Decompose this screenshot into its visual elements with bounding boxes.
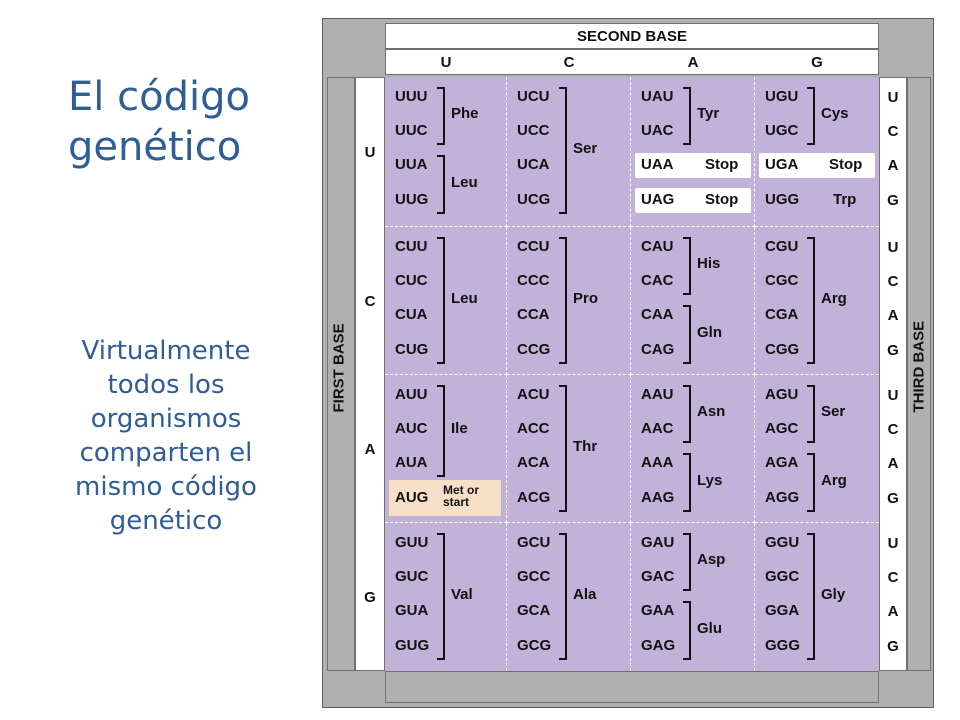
second-base-u: U — [440, 53, 452, 71]
second-base-c: C — [563, 53, 575, 71]
codon-label: UUU — [395, 88, 428, 105]
codon-label: AAC — [641, 420, 674, 437]
third-base-g: G — [887, 341, 899, 359]
third-base-u: U — [887, 386, 899, 404]
codon-label: UGU — [765, 88, 799, 105]
codon-label: ACG — [517, 489, 551, 506]
codon-label: AUA — [395, 454, 428, 471]
codon-label: GAU — [641, 534, 675, 551]
codon-bracket — [683, 533, 691, 591]
third-base-u: U — [887, 88, 899, 106]
codon-label: AGG — [765, 489, 800, 506]
amino-acid-label: Leu — [451, 173, 478, 191]
amino-acid-label: Arg — [821, 289, 847, 307]
codon-label: UAC — [641, 122, 674, 139]
codon-label: CAU — [641, 238, 674, 255]
codon-label: ACU — [517, 386, 550, 403]
third-base-u: U — [887, 534, 899, 552]
slide-title: El código genético — [68, 74, 250, 170]
first-base-c: C — [364, 292, 376, 310]
codon-bracket — [807, 453, 815, 512]
third-base-c: C — [887, 122, 899, 140]
codon-label: GGC — [765, 568, 800, 585]
third-base-c: C — [887, 568, 899, 586]
codon-cell — [755, 375, 879, 523]
codon-label: UCU — [517, 88, 550, 105]
amino-acid-label: Trp — [833, 191, 857, 208]
start-label: Met or start — [443, 483, 479, 509]
amino-acid-label: Val — [451, 585, 473, 603]
third-base-a: A — [887, 454, 899, 472]
codon-cell — [631, 523, 755, 671]
codon-label: GCA — [517, 602, 551, 619]
codon-cell — [755, 77, 879, 227]
slide-body-text: Virtualmente todos los organismos comparten el mismo código genético — [75, 336, 257, 536]
codon-label: UUA — [395, 156, 428, 173]
codon-label: GAC — [641, 568, 675, 585]
codon-label: ACA — [517, 454, 550, 471]
codon-bracket — [807, 87, 815, 145]
codon-bracket — [559, 533, 567, 660]
codon-label: UAG — [641, 191, 675, 208]
codon-cell — [385, 375, 507, 523]
second-base-g: G — [811, 53, 823, 71]
amino-acid-label: His — [697, 255, 721, 272]
amino-acid-label: Arg — [821, 471, 847, 489]
codon-bracket — [559, 87, 567, 214]
codon-label: AUU — [395, 386, 428, 403]
amino-acid-label: Leu — [451, 289, 478, 307]
codon-bracket — [807, 237, 815, 364]
amino-acid-label: Lys — [697, 471, 723, 489]
codon-label: AAU — [641, 386, 674, 403]
codon-label: AAG — [641, 489, 675, 506]
codon-label: UCC — [517, 122, 550, 139]
amino-acid-label: Tyr — [697, 105, 720, 122]
codon-label: CGC — [765, 272, 799, 289]
codon-cell — [755, 227, 879, 375]
codon-label: CUC — [395, 272, 428, 289]
codon-label: CCA — [517, 306, 550, 323]
codon-label: ACC — [517, 420, 550, 437]
amino-acid-label: Glu — [697, 619, 722, 637]
first-base-a: A — [364, 440, 376, 458]
codon-label: GCC — [517, 568, 551, 585]
codon-bracket — [683, 601, 691, 660]
first-base-u: U — [364, 143, 376, 161]
codon-label: CAG — [641, 341, 675, 358]
third-base-a: A — [887, 602, 899, 620]
codon-label: AUG — [395, 489, 429, 506]
amino-acid-label: Phe — [451, 105, 479, 122]
codon-label: CAA — [641, 306, 674, 323]
codon-label: CCC — [517, 272, 550, 289]
codon-label: CUA — [395, 306, 428, 323]
codon-label: AGA — [765, 454, 799, 471]
amino-acid-label: Ile — [451, 420, 468, 437]
codon-bracket — [683, 305, 691, 364]
codon-label: CGG — [765, 341, 800, 358]
codon-cell — [755, 523, 879, 671]
codon-label: UGA — [765, 156, 799, 173]
codon-label: UAA — [641, 156, 674, 173]
codon-cell — [631, 77, 755, 227]
codon-label: GUU — [395, 534, 429, 551]
codon-bracket — [437, 87, 445, 145]
codon-label: GCU — [517, 534, 551, 551]
third-base-g: G — [887, 637, 899, 655]
bottom-frame-bar — [385, 671, 879, 703]
codon-label: GUC — [395, 568, 429, 585]
codon-label: CAC — [641, 272, 674, 289]
codon-bracket — [437, 237, 445, 364]
codon-label: CGA — [765, 306, 799, 323]
codon-cell — [507, 523, 631, 671]
codon-cell — [631, 227, 755, 375]
codon-label: CUU — [395, 238, 428, 255]
third-base-g: G — [887, 489, 899, 507]
third-base-a: A — [887, 306, 899, 324]
amino-acid-label: Cys — [821, 105, 849, 122]
codon-label: AGU — [765, 386, 799, 403]
codon-bracket — [807, 385, 815, 443]
third-base-label: THIRD BASE — [910, 320, 928, 413]
amino-acid-label: Ala — [573, 585, 597, 603]
codon-bracket — [683, 87, 691, 145]
codon-bracket — [437, 533, 445, 660]
codon-grid — [385, 77, 879, 671]
third-base-g: G — [887, 191, 899, 209]
codon-label: UUC — [395, 122, 428, 139]
codon-bracket — [437, 155, 445, 214]
third-base-u: U — [887, 238, 899, 256]
codon-label: UGG — [765, 191, 800, 208]
amino-acid-label: Asn — [697, 403, 726, 420]
codon-label: UAU — [641, 88, 674, 105]
amino-acid-label: Ser — [573, 139, 598, 157]
codon-label: GGG — [765, 637, 801, 654]
codon-bracket — [559, 385, 567, 512]
codon-cell — [385, 227, 507, 375]
second-base-a: A — [687, 53, 699, 71]
amino-acid-label: Gly — [821, 585, 846, 603]
codon-label: GGA — [765, 602, 800, 619]
codon-bracket — [807, 533, 815, 660]
first-base-label: FIRST BASE — [330, 323, 348, 413]
codon-bracket — [559, 237, 567, 364]
codon-label: GAG — [641, 637, 676, 654]
first-base-g: G — [364, 588, 376, 606]
codon-label: GUA — [395, 602, 429, 619]
codon-cell — [631, 375, 755, 523]
third-base-c: C — [887, 272, 899, 290]
codon-label: AAA — [641, 454, 674, 471]
third-base-c: C — [887, 420, 899, 438]
codon-label: GGU — [765, 534, 800, 551]
codon-label: CCU — [517, 238, 550, 255]
codon-cell — [507, 227, 631, 375]
amino-acid-label: Thr — [573, 437, 598, 455]
codon-label: UUG — [395, 191, 429, 208]
stop-label: Stop — [705, 191, 739, 208]
second-base-header: SECOND BASE — [385, 23, 879, 49]
codon-bracket — [683, 453, 691, 512]
codon-bracket — [683, 237, 691, 295]
codon-label: UCA — [517, 156, 550, 173]
codon-cell — [507, 375, 631, 523]
codon-label: AGC — [765, 420, 799, 437]
codon-cell — [385, 523, 507, 671]
genetic-code-table — [322, 18, 934, 708]
amino-acid-label: Gln — [697, 323, 722, 341]
codon-label: CCG — [517, 341, 551, 358]
codon-bracket — [683, 385, 691, 443]
codon-label: CUG — [395, 341, 429, 358]
amino-acid-label: Ser — [821, 403, 846, 420]
codon-label: CGU — [765, 238, 799, 255]
third-base-a: A — [887, 156, 899, 174]
stop-label: Stop — [829, 156, 863, 173]
amino-acid-label: Asp — [697, 551, 726, 568]
codon-bracket — [437, 385, 445, 477]
codon-label: GAA — [641, 602, 675, 619]
codon-label: UCG — [517, 191, 551, 208]
amino-acid-label: Pro — [573, 289, 599, 307]
codon-label: UGC — [765, 122, 799, 139]
codon-label: GCG — [517, 637, 552, 654]
codon-label: GUG — [395, 637, 430, 654]
codon-cell — [385, 77, 507, 227]
codon-label: AUC — [395, 420, 428, 437]
codon-cell — [507, 77, 631, 227]
stop-label: Stop — [705, 156, 739, 173]
